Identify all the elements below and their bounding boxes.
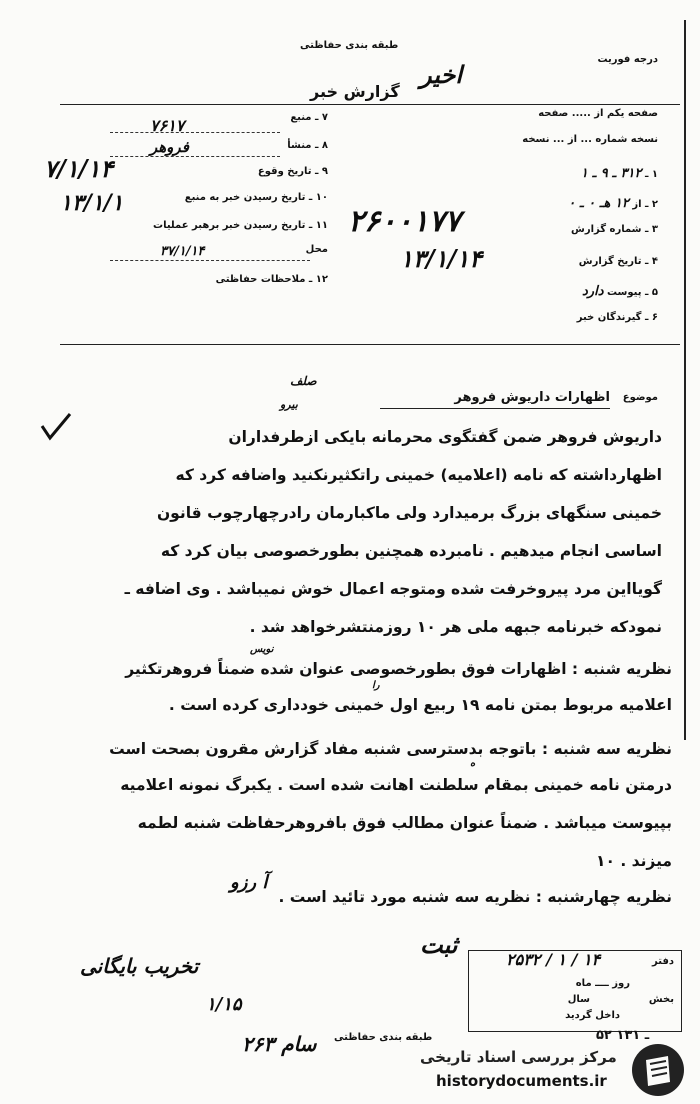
report-number-handwritten: ۲۶۰۰۱۷۷ <box>348 204 461 239</box>
field-report-date: ۴ ـ تاریخ گزارش <box>578 256 658 267</box>
watermark-org: مرکز بررسی اسناد تاریخی <box>420 1048 617 1066</box>
bottom-handwritten-note: تخریب بایگانی <box>80 954 199 978</box>
margin-line <box>684 20 686 740</box>
field-page: صفحه یکم از ..... صفحه <box>538 108 658 119</box>
urgency-label: درجه فوریت <box>597 54 658 65</box>
opinion-line-5: بپیوست میباشد . ضمناً عنوان مطالب فوق بافروهرحفاظت شنبه لطمه <box>137 814 672 832</box>
opinion-line-3: نظریه سه شنبه : باتوجه بدسترسی شنبه مفاد گزارش مقرون بصحت است <box>109 740 672 758</box>
report-date-handwritten: ۱۳/۱/۱۴ <box>400 244 482 273</box>
bottom-handwritten: ۲۶۳ سام <box>242 1032 317 1056</box>
form-title: گزارش خبر <box>310 82 400 101</box>
received-date-handwritten: ۱۳/۱/۱ <box>60 190 124 216</box>
field-location-value: ۳۷/۱/۱۴ <box>160 244 205 259</box>
correction-ra: را <box>372 680 380 691</box>
opinion-line-6: میزند . ۱۰ <box>596 852 672 870</box>
side-note-biro: بیرو <box>280 398 298 411</box>
body-line-4: اساسی انجام میدهیم . نامبرده همچنین بطورخصوصی بیان کرد که <box>160 542 662 560</box>
field-origin-value: فروهر <box>150 138 189 156</box>
archive-logo-icon <box>628 1040 688 1100</box>
field-source: ۷ ـ منبع <box>290 112 328 123</box>
side-note-safaf: صلف <box>290 374 317 388</box>
event-date-handwritten: ۷/۱/۱۴ <box>44 154 114 183</box>
field-attachment: ۵ ـ پیوست دارد <box>582 284 658 299</box>
field-recipients: ۶ ـ گیرندگان خبر <box>576 312 658 323</box>
field-security-notes: ۱۲ ـ ملاحظات حفاظتی <box>215 274 328 285</box>
field-location: محل <box>305 244 328 255</box>
form-code: ۵۲ ـ ۱۳۱ <box>596 1028 650 1043</box>
stamp-bakhsh: بخش <box>648 994 674 1005</box>
subject-value: اظهارات داریوش فروهر <box>454 390 610 405</box>
correction-signature: آ رزو <box>230 872 268 893</box>
opinion-line-2: اعلامیه مربوط بمتن نامه ۱۹ ربیع اول خمینی خودداری کرده است . <box>168 696 672 714</box>
bottom-classification-label: طبقه بندی حفاظتی <box>334 1032 433 1043</box>
body-line-6: نمودکه خبرنامه جبهه ملی هر ۱۰ روزمنتشرخواهد شد . <box>249 618 662 636</box>
classification-label: طبقه بندی حفاظتی <box>300 40 399 51</box>
body-line-2: اظهارداشته که نامه (اعلامیه) خمینی راتکثیرنکنید واضافه کرد که <box>175 466 662 484</box>
opinion-line-7: نظریه چهارشنبه : نظریه سه شنبه مورد تائید است . <box>278 888 672 906</box>
field-event-date: ۹ ـ تاریخ وقوع <box>257 166 328 177</box>
correction-ref: ه <box>470 758 476 769</box>
subject-label: موضوع <box>622 392 658 403</box>
stamp-daf: دفتر <box>652 956 674 967</box>
field-origin: ۸ ـ منشأ <box>287 140 328 151</box>
classification-stamp: اخیر <box>420 60 462 89</box>
field-2: ۲ ـ از ۱۲ هـ ۰ ـ ۰ <box>568 196 658 211</box>
stamp-row2: سال <box>567 994 590 1005</box>
stamp-number: ۲۵۳۲ / ۱ / ۱۴ <box>506 950 601 969</box>
fields-divider <box>60 344 680 345</box>
field-copy: نسخه شماره ... از ... نسخه <box>522 134 658 145</box>
field-received-source: ۱۰ ـ تاریخ رسیدن خبر به منبع <box>184 192 328 203</box>
watermark-url: historydocuments.ir <box>436 1072 607 1090</box>
field-source-value: ۷۶۱۷ <box>150 116 185 135</box>
body-line-1: داریوش فروهر ضمن گفتگوی محرمانه بایکی ازطرفداران <box>228 428 662 446</box>
stamp-row3: داخل گردید <box>565 1010 620 1021</box>
opinion-line-4: درمتن نامه خمینی بمقام سلطنت اهانت شده است . یکبرگ نمونه اعلامیه <box>120 776 672 794</box>
body-line-5: گویااین مرد پیروخرفت شده ومتوجه اعمال خوش نمیباشد . وی اضافه ـ <box>124 580 662 598</box>
correction-nevis: نویس <box>250 644 274 655</box>
field-1: ۱ ـ ۳۱۲ ـ ۹ ـ ۱ <box>580 166 658 181</box>
bottom-signature: ثبت <box>420 930 458 959</box>
body-line-3: خمینی سنگهای بزرگ برمیدارد ولی ماکبارمان رادرچهارچوب قانون <box>156 504 662 522</box>
field-report-number: ۳ ـ شماره گزارش <box>571 224 658 235</box>
bottom-handwritten-date: ۱/۱۵ <box>206 994 242 1015</box>
header-divider <box>60 104 680 105</box>
opinion-line-1: نظریه شنبه : اظهارات فوق بطورخصوصی عنوان شده ضمناً فروهرتکثیر <box>125 660 672 678</box>
checkmark-icon <box>38 412 74 442</box>
field-received-ops: ۱۱ ـ تاریخ رسیدن خبر برهبر عملیات <box>153 220 328 231</box>
stamp-row1: روز ــــ ماه <box>575 978 630 989</box>
